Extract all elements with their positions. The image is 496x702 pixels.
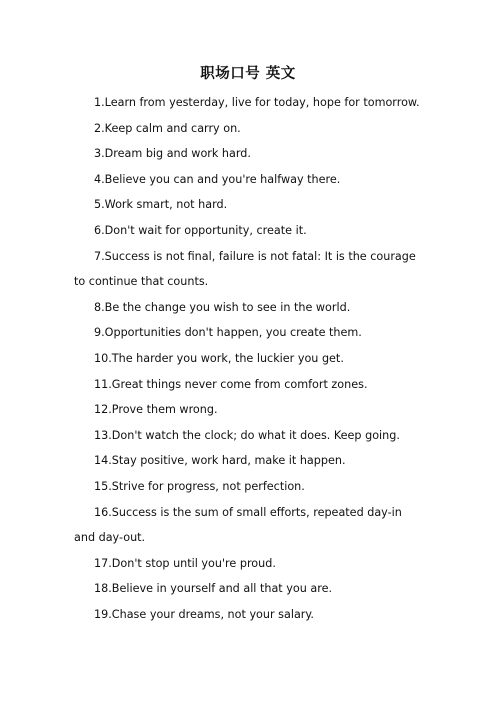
- slogan-item-7: 7.Success is not final, failure is not fatal: It is the courage to continue that counts.: [74, 249, 416, 289]
- slogan-item-8: 8.Be the change you wish to see in the world.: [94, 300, 351, 314]
- slogan-item-13: 13.Don't watch the clock; do what it does. Keep going.: [94, 428, 400, 442]
- slogan-item-18: 18.Believe in yourself and all that you are.: [94, 582, 333, 596]
- slogan-item-3: 3.Dream big and work hard.: [94, 147, 251, 161]
- slogan-item-16: 16.Success is the sum of small efforts, repeated day-in and day-out.: [74, 505, 402, 545]
- document-title: 职场口号 英文: [200, 66, 296, 82]
- slogan-item-5: 5.Work smart, not hard.: [94, 198, 228, 212]
- slogan-item-6: 6.Don't wait for opportunity, create it.: [94, 223, 307, 237]
- slogan-list: [74, 90, 424, 627]
- slogan-item-4: 4.Believe you can and you're halfway there.: [94, 172, 341, 186]
- slogan-item-14: 14.Stay positive, work hard, make it happen.: [94, 454, 346, 468]
- slogan-item-19: 19.Chase your dreams, not your salary.: [94, 607, 314, 621]
- slogan-item-12: 12.Prove them wrong.: [94, 403, 218, 417]
- slogan-item-17: 17.Don't stop until you're proud.: [94, 556, 276, 570]
- slogan-item-2: 2.Keep calm and carry on.: [94, 121, 241, 135]
- slogan-item-10: 10.The harder you work, the luckier you get.: [94, 351, 344, 365]
- slogan-item-1: 1.Learn from yesterday, live for today, hope for tomorrow.: [94, 96, 420, 109]
- slogan-item-15: 15.Strive for progress, not perfection.: [94, 479, 305, 493]
- slogan-item-11: 11.Great things never come from comfort zones.: [94, 377, 368, 391]
- slogan-item-9: 9.Opportunities don't happen, you create them.: [94, 326, 362, 340]
